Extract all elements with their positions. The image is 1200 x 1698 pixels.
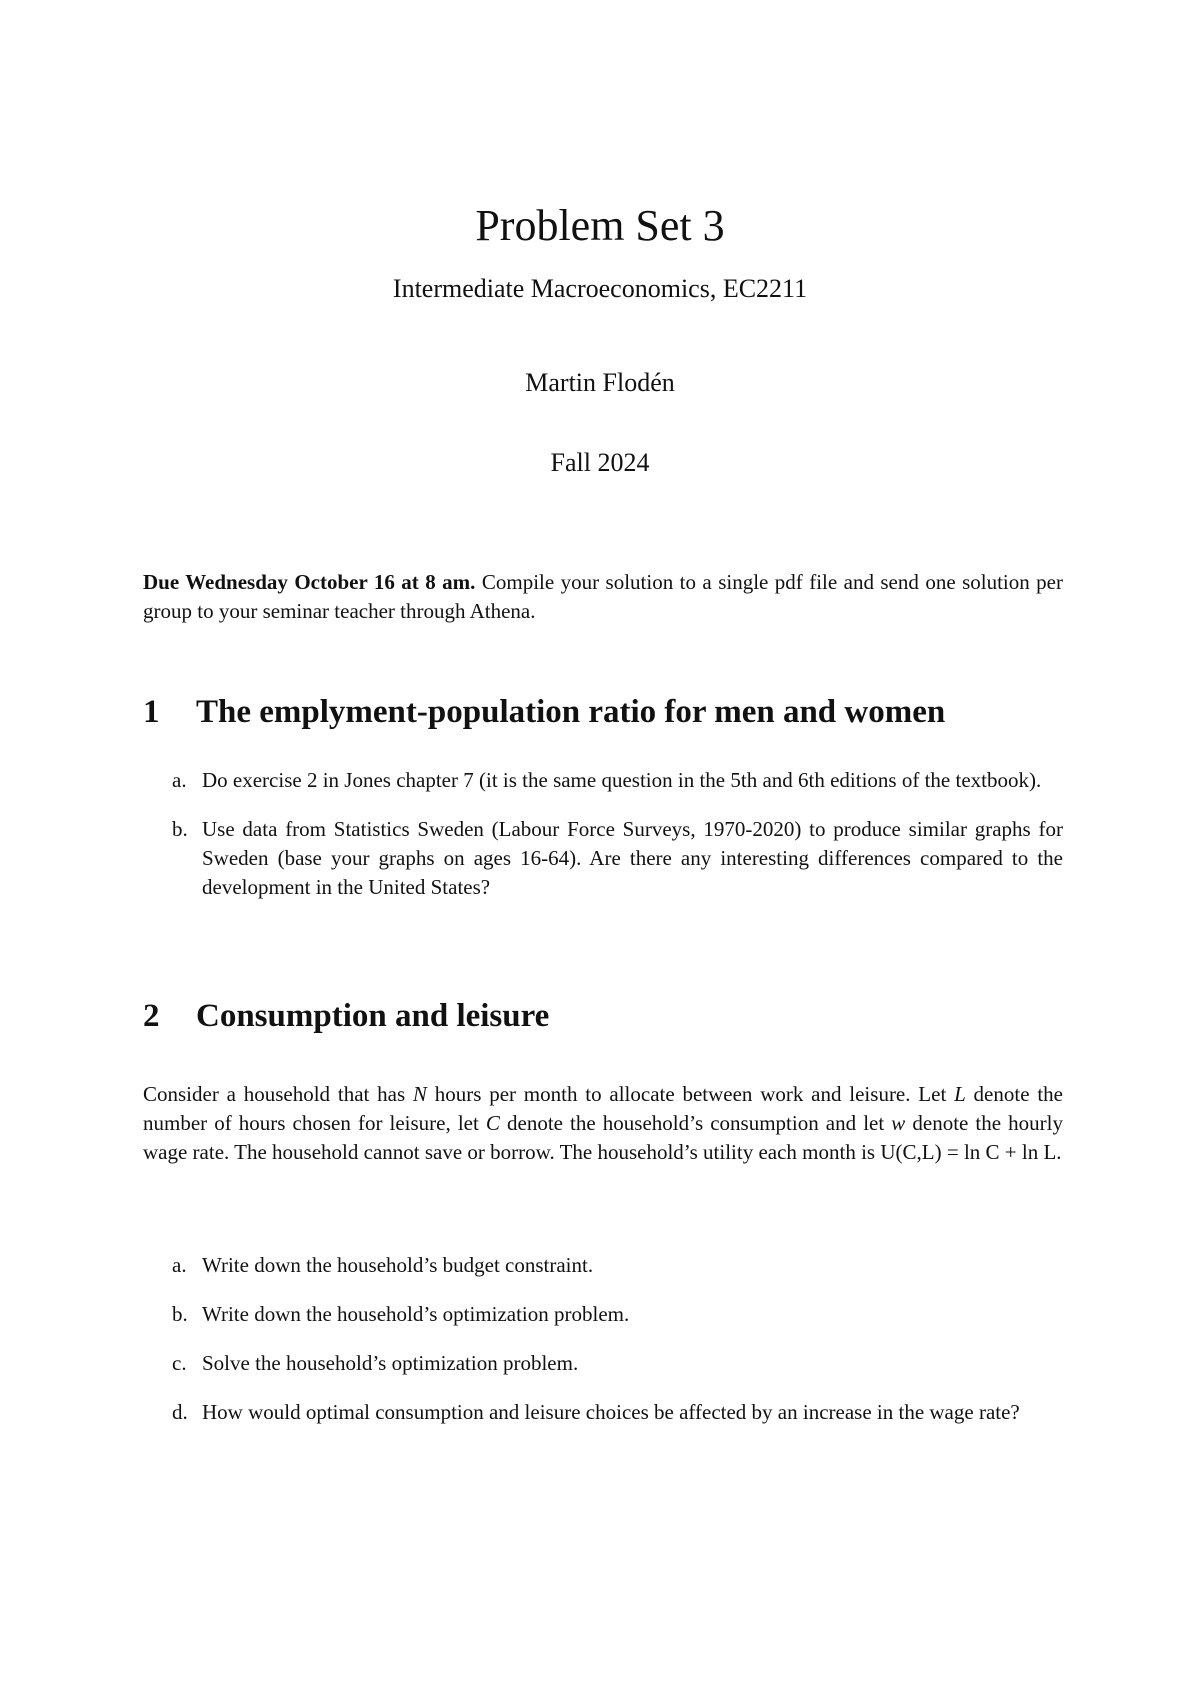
due-paragraph	[143, 568, 1063, 626]
item-text: How would optimal consumption and leisure choices be affected by an increase in the wage rate?	[202, 1400, 1020, 1424]
list-item	[172, 766, 1063, 795]
utility-formula: U(C,L) = ln C + ln L	[880, 1140, 1057, 1164]
variable-n: N	[412, 1082, 427, 1106]
item-text: Write down the household’s optimization problem.	[202, 1302, 630, 1326]
item-text: Use data from Statistics Sweden (Labour Force Surveys, 1970-2020) to produce similar graphs for Sweden (base your graphs on ages 16-64). Are there any interesting differences compared to the development in the United States?	[202, 817, 1063, 899]
item-text: Solve the household’s optimization problem.	[202, 1351, 579, 1375]
item-marker: a.	[172, 768, 187, 792]
list-item	[172, 1251, 1063, 1280]
intro-text: .	[1056, 1140, 1062, 1164]
item-marker: d.	[172, 1400, 188, 1424]
intro-text: denote the number of hours chosen for leisure, let	[143, 1082, 1063, 1135]
section-number: 2	[143, 998, 160, 1034]
author-name: Martin Flodén	[525, 368, 675, 397]
intro-text: denote the household’s consumption and let	[499, 1111, 892, 1135]
variable-c: C	[485, 1111, 500, 1135]
item-marker: a.	[172, 1253, 187, 1277]
document-title: Problem Set 3	[475, 201, 725, 250]
list-item	[172, 815, 1063, 902]
exercise-list-section-1	[172, 766, 1063, 902]
section-number: 1	[143, 694, 160, 730]
section-title: Consumption and leisure	[196, 998, 550, 1034]
variable-l: L	[954, 1082, 966, 1106]
due-date-lead: Due Wednesday October 16 at 8 am.	[143, 570, 476, 594]
item-text: Write down the household’s budget constraint.	[202, 1253, 594, 1277]
intro-text: hours per month to allocate between work and leisure. Let	[426, 1082, 955, 1106]
item-marker: c.	[172, 1351, 187, 1375]
term-date: Fall 2024	[550, 448, 650, 477]
section-heading-1	[143, 691, 945, 733]
list-item	[172, 1398, 1063, 1427]
section-title: The emplyment-population ratio for men and women	[196, 694, 946, 730]
list-item	[172, 1300, 1063, 1329]
exercise-list-section-2	[172, 1251, 1063, 1427]
item-marker: b.	[172, 817, 188, 841]
variable-w: w	[891, 1111, 906, 1135]
due-instructions: Compile your solution to a single pdf file and send one solution per group to your seminar teacher through Athena.	[143, 570, 1063, 623]
section-heading-2	[143, 995, 549, 1037]
item-marker: b.	[172, 1302, 188, 1326]
list-item	[172, 1349, 1063, 1378]
item-text: Do exercise 2 in Jones chapter 7 (it is the same question in the 5th and 6th editions of the textbook).	[202, 768, 1042, 792]
intro-text: denote the hourly wage rate. The household cannot save or borrow. The household’s utility each month is	[143, 1111, 1064, 1164]
problem-intro-paragraph	[143, 1080, 1063, 1167]
intro-text: Consider a household that has	[143, 1082, 413, 1106]
course-subtitle: Intermediate Macroeconomics, EC2211	[392, 274, 808, 303]
